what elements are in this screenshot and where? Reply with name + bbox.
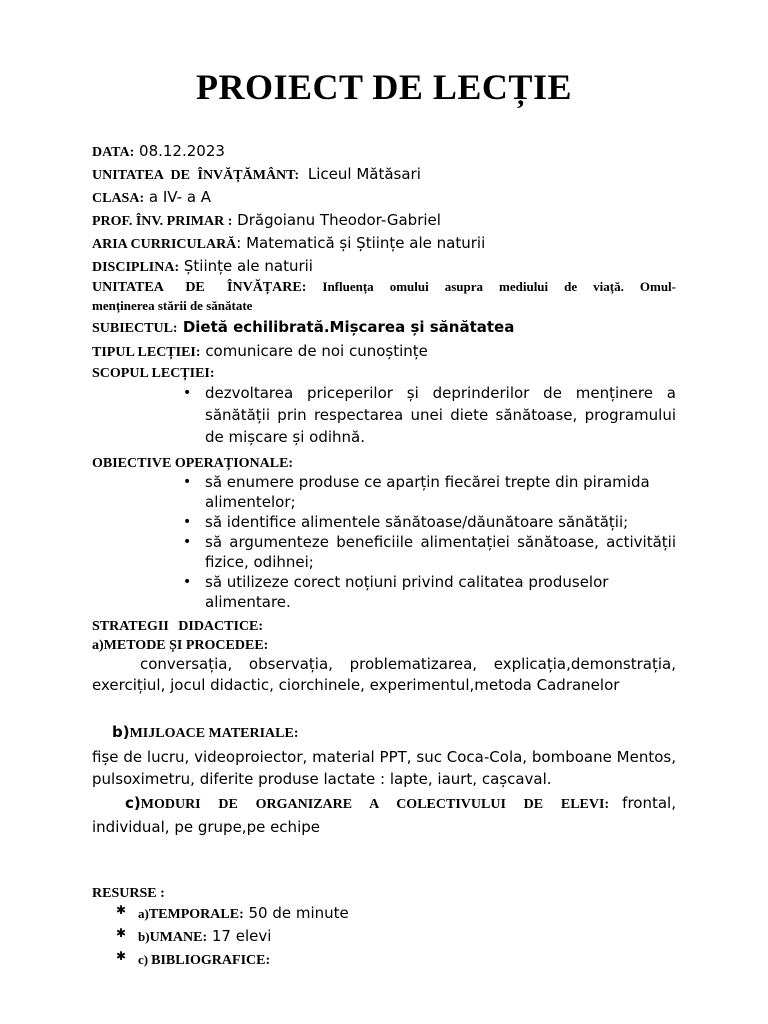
field-value: comunicare de noi cunoștințe xyxy=(200,342,428,360)
field-value: : Matematică și Științe ale naturii xyxy=(236,234,486,252)
bullet-dot-icon: • xyxy=(183,574,192,590)
bullet-dot-icon: • xyxy=(183,534,192,550)
field-data xyxy=(92,141,225,161)
field-label: SUBIECTUL: xyxy=(92,321,178,336)
strategii-b-heading xyxy=(112,722,299,742)
field-value: Liceul Mătăsari xyxy=(303,165,421,183)
bullet-dot-icon: • xyxy=(183,514,192,530)
item-prefix: b) xyxy=(138,929,150,944)
item-prefix: c) xyxy=(138,952,149,967)
obiective-list xyxy=(183,472,676,612)
field-label: UNITATEA DE ÎNVĂȚARE: xyxy=(92,280,307,295)
section-value: frontal, xyxy=(609,794,676,812)
asterisk-icon: ✱ xyxy=(116,903,127,917)
page-title: PROIECT DE LECȚIE xyxy=(196,67,572,107)
field-subiectul xyxy=(92,317,514,337)
strategii-c xyxy=(92,792,676,838)
field-label: UNITATEA DE ÎNVĂȚĂMÂNT: xyxy=(92,168,300,183)
section-value-cont: individual, pe grupe,pe echipe xyxy=(92,818,320,836)
item-prefix: c) xyxy=(125,794,141,812)
resurse-item xyxy=(116,903,349,923)
section-label: STRATEGII DIDACTICE: xyxy=(92,619,264,634)
field-value: 08.12.2023 xyxy=(134,142,225,160)
list-item-text: să utilizeze corect noțiuni privind calitatea produselor alimentare. xyxy=(205,573,609,611)
strategii-a-text: conversația, observația, problematizarea, explicația,demonstrația, exercițiul, jocul didactic, ciorchinele, experimentul,metoda Cadranelor xyxy=(92,655,676,694)
bullet-dot-icon: • xyxy=(183,474,192,490)
scopul-list xyxy=(183,382,676,448)
field-disciplina xyxy=(92,256,313,276)
resurse-item xyxy=(116,926,272,946)
field-value-cont: menținerea stării de sănătate xyxy=(92,298,253,313)
resurse-item xyxy=(116,949,271,969)
list-item xyxy=(183,572,676,612)
field-label: ARIA CURRICULARĂ xyxy=(92,237,237,252)
field-value: Științe ale naturii xyxy=(179,257,313,275)
field-unitatea-invatare xyxy=(92,276,676,316)
list-item xyxy=(183,512,676,532)
field-clasa xyxy=(92,187,211,207)
section-label: MODURI DE ORGANIZARE A COLECTIVULUI DE ELEVI: xyxy=(140,797,610,812)
section-label: RESURSE : xyxy=(92,886,165,901)
item-label: BIBLIOGRAFICE: xyxy=(151,953,271,968)
list-item xyxy=(183,382,676,448)
obiective-heading xyxy=(92,452,293,472)
bullet-dot-icon: • xyxy=(183,385,192,401)
field-label: PROF. ÎNV. PRIMAR : xyxy=(92,214,233,229)
field-label: SCOPUL LECȚIEI: xyxy=(92,366,215,381)
strategii-a-heading xyxy=(92,634,268,654)
list-item-text: dezvoltarea priceperilor și deprinderilor de menținere a sănătății prin respectarea unei diete sănătoase, programului de mișcare și odihnă. xyxy=(205,384,676,446)
list-item xyxy=(183,472,676,512)
section-label: MIJLOACE MATERIALE: xyxy=(129,726,299,741)
resurse-heading xyxy=(92,882,165,902)
field-unitatea xyxy=(92,164,421,184)
field-tipul xyxy=(92,341,428,361)
item-label: UMANE: xyxy=(149,930,208,945)
item-prefix: a) xyxy=(138,906,149,921)
field-value: Dietă echilibrată.Mișcarea și sănătatea xyxy=(177,318,515,336)
field-label: DATA: xyxy=(92,145,135,160)
item-value: 50 de minute xyxy=(243,904,349,922)
section-label: OBIECTIVE OPERAȚIONALE: xyxy=(92,456,294,471)
asterisk-icon: ✱ xyxy=(116,926,127,940)
field-label: DISCIPLINA: xyxy=(92,260,180,275)
strategii-heading xyxy=(92,615,263,635)
field-prof xyxy=(92,210,441,230)
field-value: Drăgoianu Theodor-Gabriel xyxy=(232,211,441,229)
item-label: TEMPORALE: xyxy=(148,907,244,922)
field-value: a IV- a A xyxy=(144,188,212,206)
list-item xyxy=(183,532,676,572)
section-label: METODE ȘI PROCEDEE: xyxy=(103,638,269,653)
item-prefix: a) xyxy=(92,638,104,653)
list-item-text: să identifice alimentele sănătoase/dăunătoare sănătății; xyxy=(205,513,629,531)
list-item-text: să enumere produse ce aparțin fiecărei trepte din piramida alimentelor; xyxy=(205,473,650,511)
field-label: TIPUL LECȚIEI: xyxy=(92,345,201,360)
asterisk-icon: ✱ xyxy=(116,949,127,963)
list-item-text: să argumenteze beneficiile alimentației sănătoase, activității fizice, odihnei; xyxy=(205,533,676,571)
field-aria xyxy=(92,233,485,253)
field-label: CLASA: xyxy=(92,191,145,206)
strategii-b-text: fișe de lucru, videoproiector, material PPT, suc Coca-Cola, bomboane Mentos, pulsoximetru, diferite produse lactate : lapte, iaurt, cașcaval. xyxy=(92,748,676,788)
field-value: Influența omului asupra mediului de viață. Omul- xyxy=(306,279,676,294)
field-scopul xyxy=(92,362,215,382)
item-value: 17 elevi xyxy=(207,927,272,945)
item-prefix: b) xyxy=(112,723,130,741)
